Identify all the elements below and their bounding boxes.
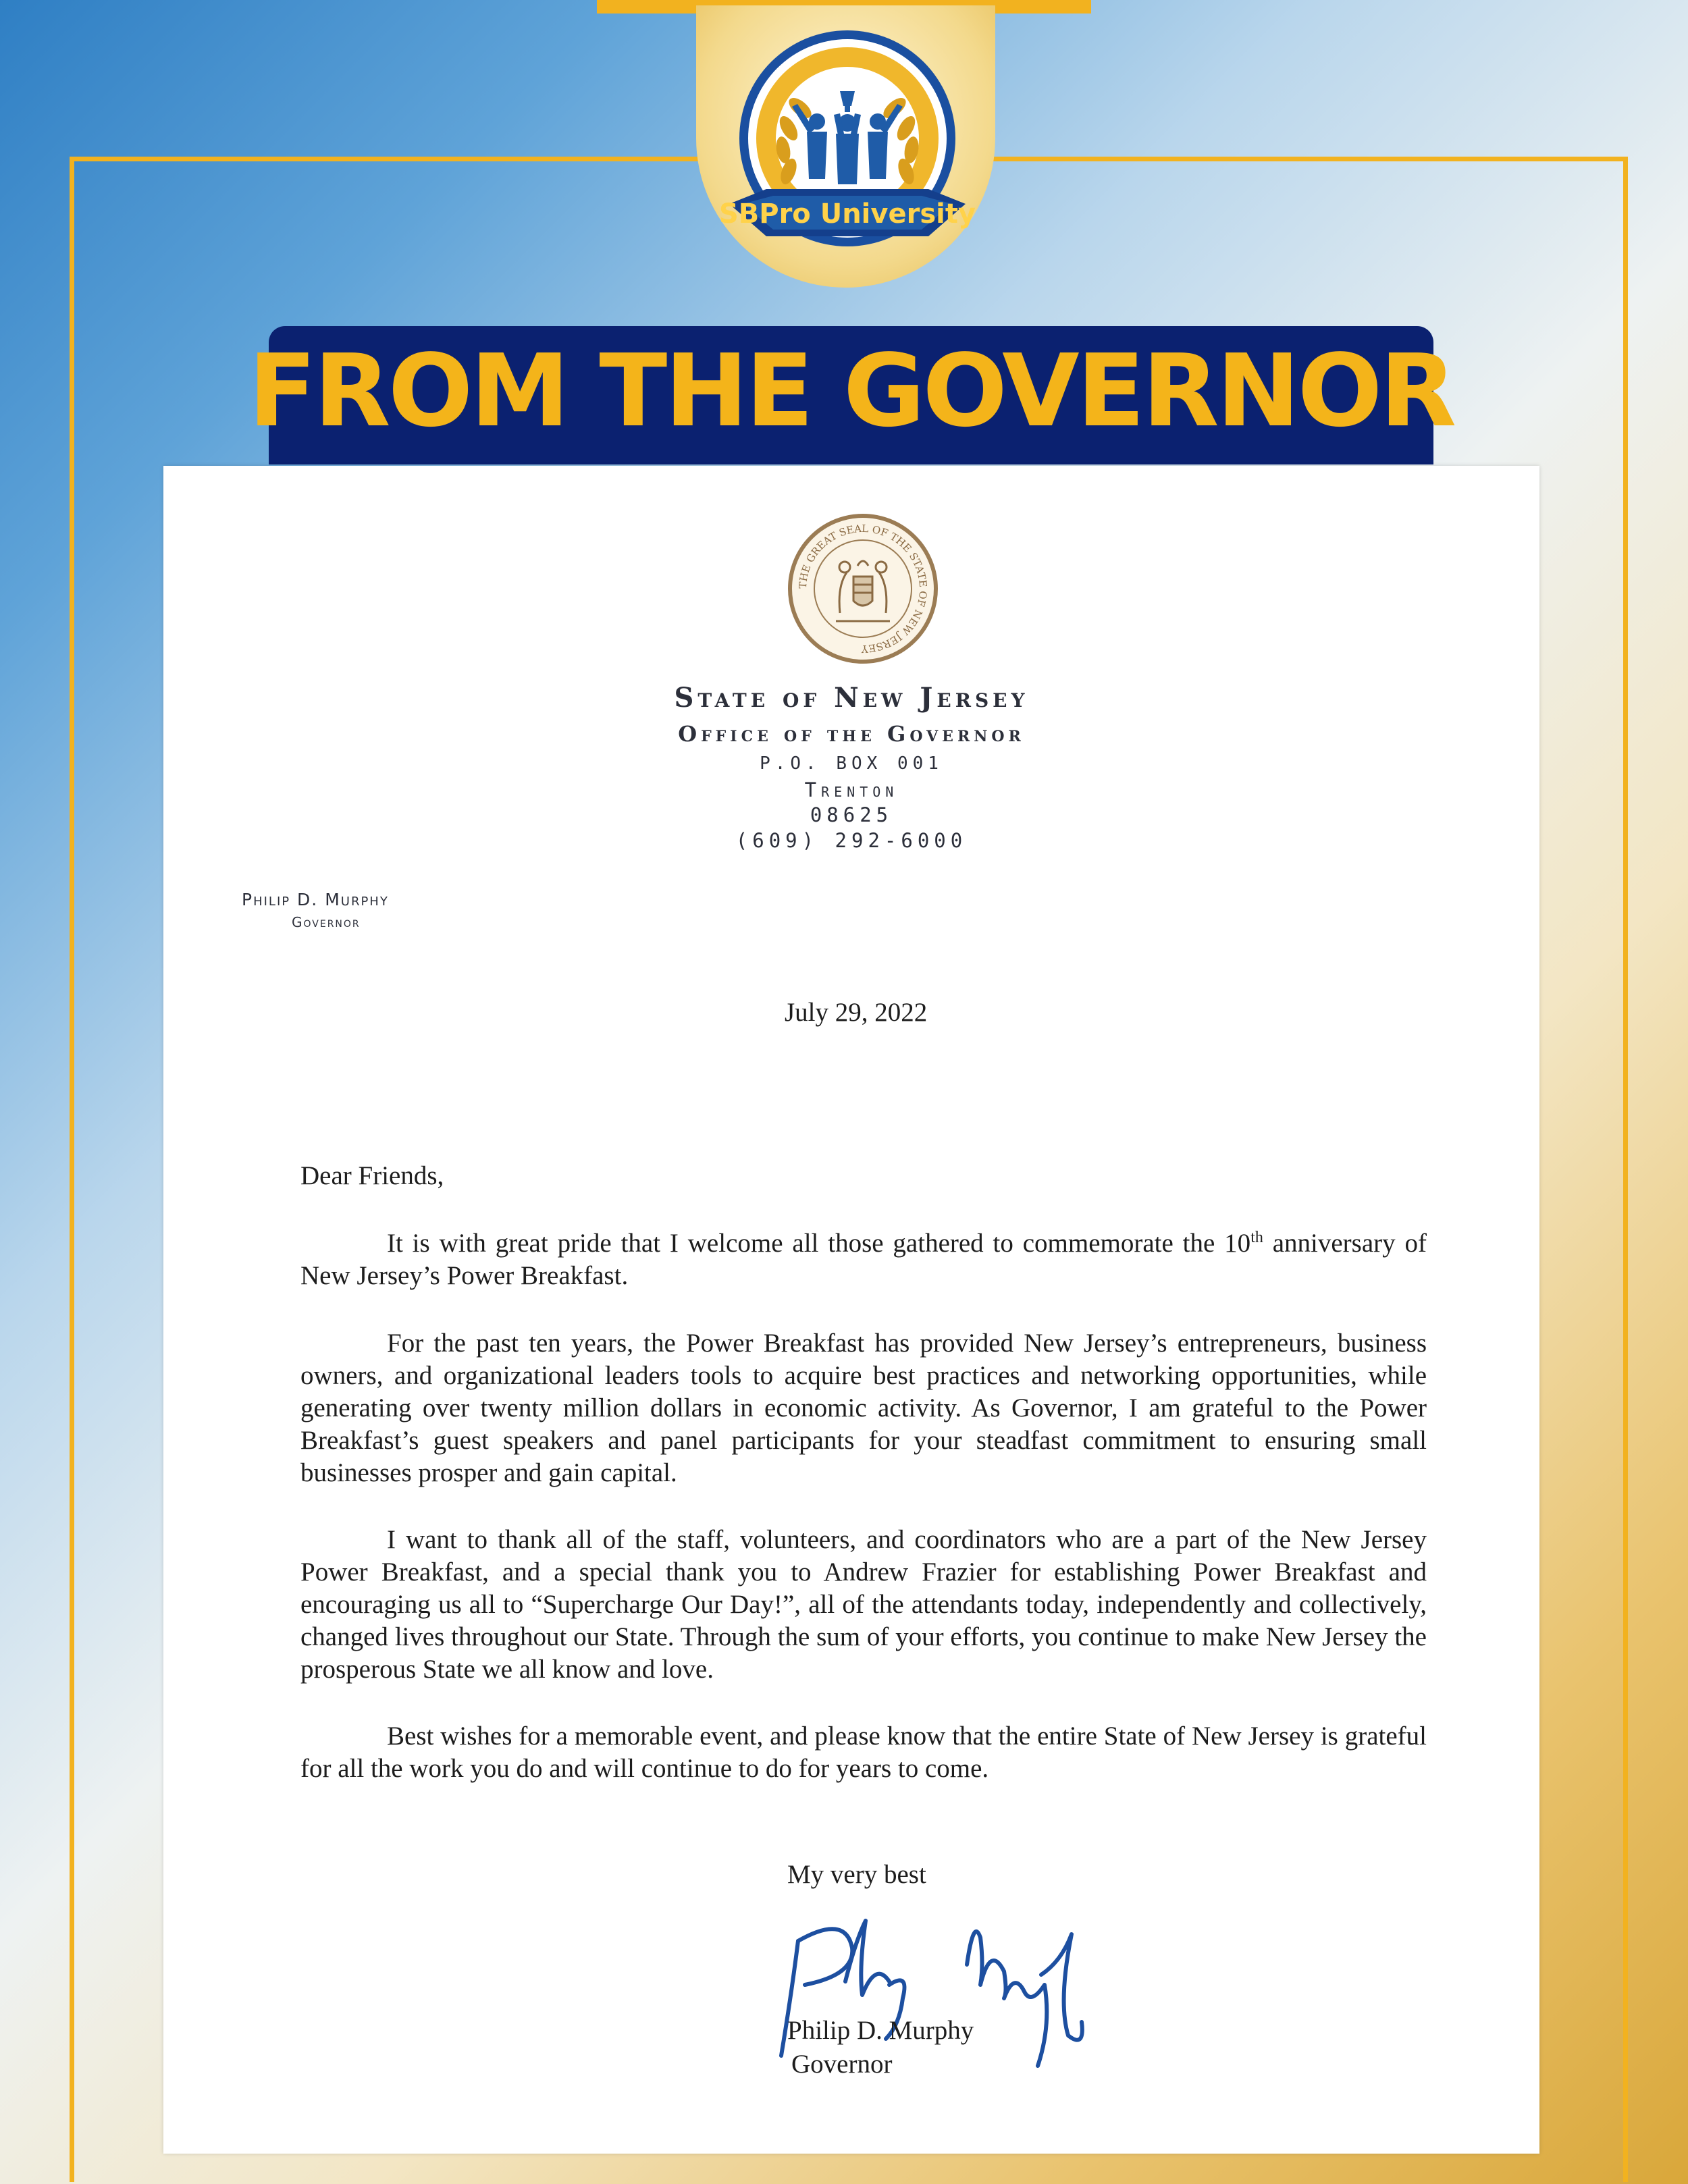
letterhead-phone: (609) 292-6000 xyxy=(735,829,968,852)
svg-text:THE GREAT SEAL OF THE STATE OF: THE GREAT SEAL OF THE STATE OF NEW JERSEY xyxy=(796,522,930,656)
closing: My very best xyxy=(787,1860,926,1889)
letterhead-state: State of New Jersey xyxy=(674,682,1029,714)
paragraph-4: Best wishes for a memorable event, and please know that the entire State of New Jersey is grateful for all the work you do and will continue to do for years to come. xyxy=(300,1722,1427,1783)
governor-letter xyxy=(163,466,1539,2154)
title-banner xyxy=(248,326,1454,464)
paragraph-3: I want to thank all of the staff, volunteers, and coordinators who are a part of the New Jersey Power Breakfast, and a special thank you to Andrew Frazier for establishing Power Breakfast and encouraging us all to “Supercharge Our Day!”, all of the attendants today, independently and collectively, changed lives throughout our State. Through the sum of your efforts, you continue to make New Jersey the prosperous State we all know and love. xyxy=(300,1525,1427,1684)
page-title: FROM THE GOVERNOR xyxy=(248,332,1454,449)
paragraph-1: It is with great pride that I welcome all those gathered to commemorate the 10th anniversary of New Jersey’s Power Breakfast. xyxy=(300,1229,1427,1290)
letterhead-office: Office of the Governor xyxy=(678,721,1025,747)
salutation: Dear Friends, xyxy=(300,1161,444,1190)
sender-name: Philip D. Murphy xyxy=(242,890,389,909)
signer-title: Governor xyxy=(791,2050,893,2079)
new-jersey-state-seal xyxy=(786,512,940,666)
signer-name: Philip D. Murphy xyxy=(787,2016,974,2045)
sbpro-university-logo xyxy=(682,27,1013,270)
letterhead-zip: 08625 xyxy=(810,803,893,826)
letter-date: July 29, 2022 xyxy=(785,998,928,1027)
letterhead-city: Trenton xyxy=(804,778,899,801)
letterhead-po-box: P.O. BOX 001 xyxy=(760,753,943,774)
paragraph-2: For the past ten years, the Power Breakfast has provided New Jersey’s entrepreneurs, business owners, and organizational leaders tools to acquire best practices and networking opportunities, while generating over twenty million dollars in economic activity. As Governor, I am grateful to the Power Breakfast’s guest speakers and panel participants for your steadfast commitment to ensuring small businesses prosper and gain capital. xyxy=(300,1329,1427,1487)
sender-title: Governor xyxy=(292,914,361,930)
logo-text: SBPro University xyxy=(718,198,976,230)
